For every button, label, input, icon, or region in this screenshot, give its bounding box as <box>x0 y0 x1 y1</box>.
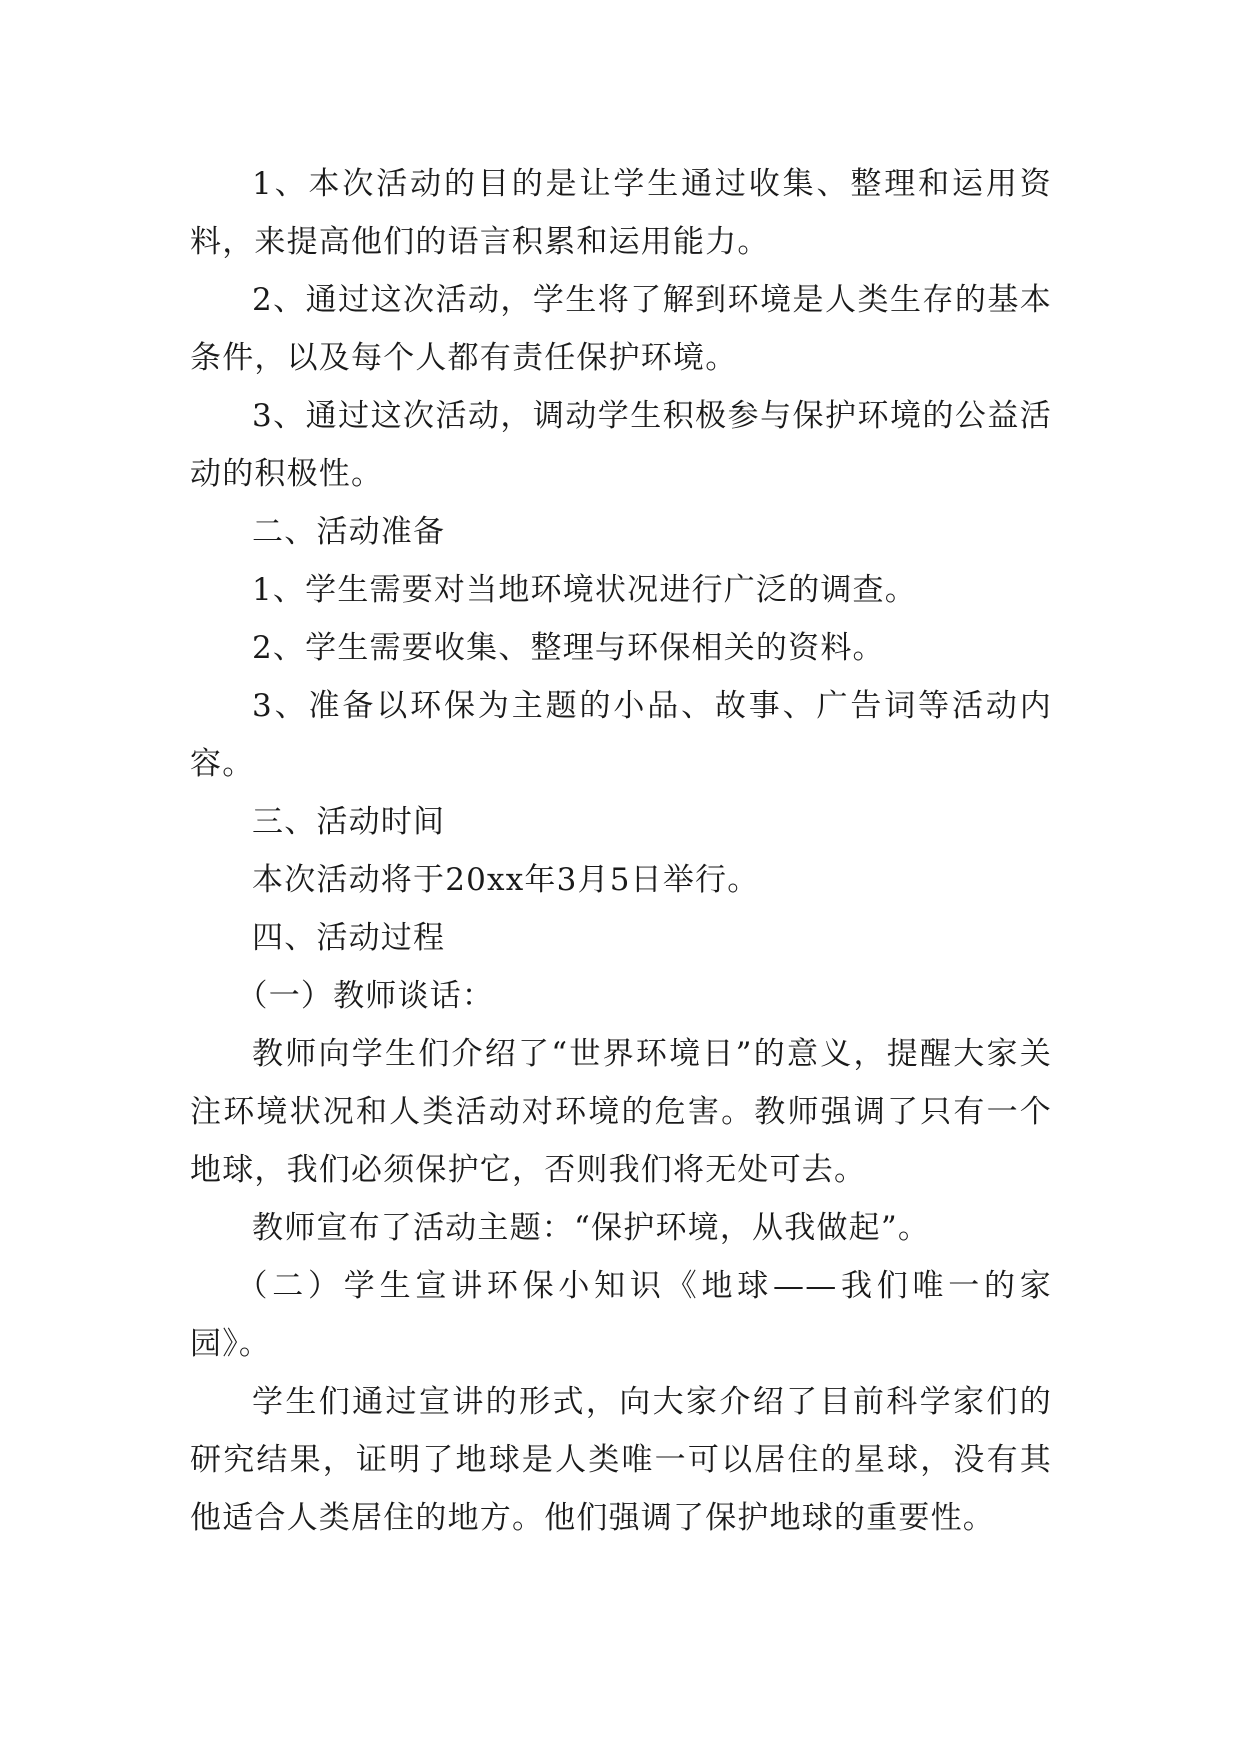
paragraph-time: 本次活动将于20xx年3月5日举行。 <box>252 862 760 898</box>
subheading-teacher-talk: （一）教师谈话： <box>236 978 495 1014</box>
paragraph-theme-announcement: 教师宣布了活动主题：“保护环境，从我做起”。 <box>252 1210 931 1246</box>
subheading-student-presentation: （二）学生宣讲环保小知识《地球——我们唯一的家园》。 <box>190 1268 1052 1362</box>
section-heading-time: 三、活动时间 <box>252 804 446 840</box>
paragraph-preparation-1: 1、学生需要对当地环境状况进行广泛的调查。 <box>252 572 917 608</box>
paragraph-purpose-2: 2、通过这次活动，学生将了解到环境是人类生存的基本条件，以及每个人都有责任保护环境。 <box>190 282 1052 376</box>
paragraph-teacher-intro: 教师向学生们介绍了“世界环境日”的意义，提醒大家关注环境状况和人类活动对环境的危害。教师强调了只有一个地球，我们必须保护它，否则我们将无处可去。 <box>190 1036 1052 1188</box>
paragraph-preparation-2: 2、学生需要收集、整理与环保相关的资料。 <box>252 630 885 666</box>
paragraph-purpose-1: 1、本次活动的目的是让学生通过收集、整理和运用资料，来提高他们的语言积累和运用能力。 <box>190 166 1052 260</box>
paragraph-purpose-3: 3、通过这次活动，调动学生积极参与保护环境的公益活动的积极性。 <box>190 398 1052 492</box>
section-heading-preparation: 二、活动准备 <box>252 514 446 550</box>
document-body <box>190 155 1052 1547</box>
section-heading-process: 四、活动过程 <box>252 920 446 956</box>
paragraph-preparation-3: 3、准备以环保为主题的小品、故事、广告词等活动内容。 <box>190 688 1052 782</box>
paragraph-student-presentation: 学生们通过宣讲的形式，向大家介绍了目前科学家们的研究结果，证明了地球是人类唯一可以居住的星球，没有其他适合人类居住的地方。他们强调了保护地球的重要性。 <box>190 1384 1052 1536</box>
